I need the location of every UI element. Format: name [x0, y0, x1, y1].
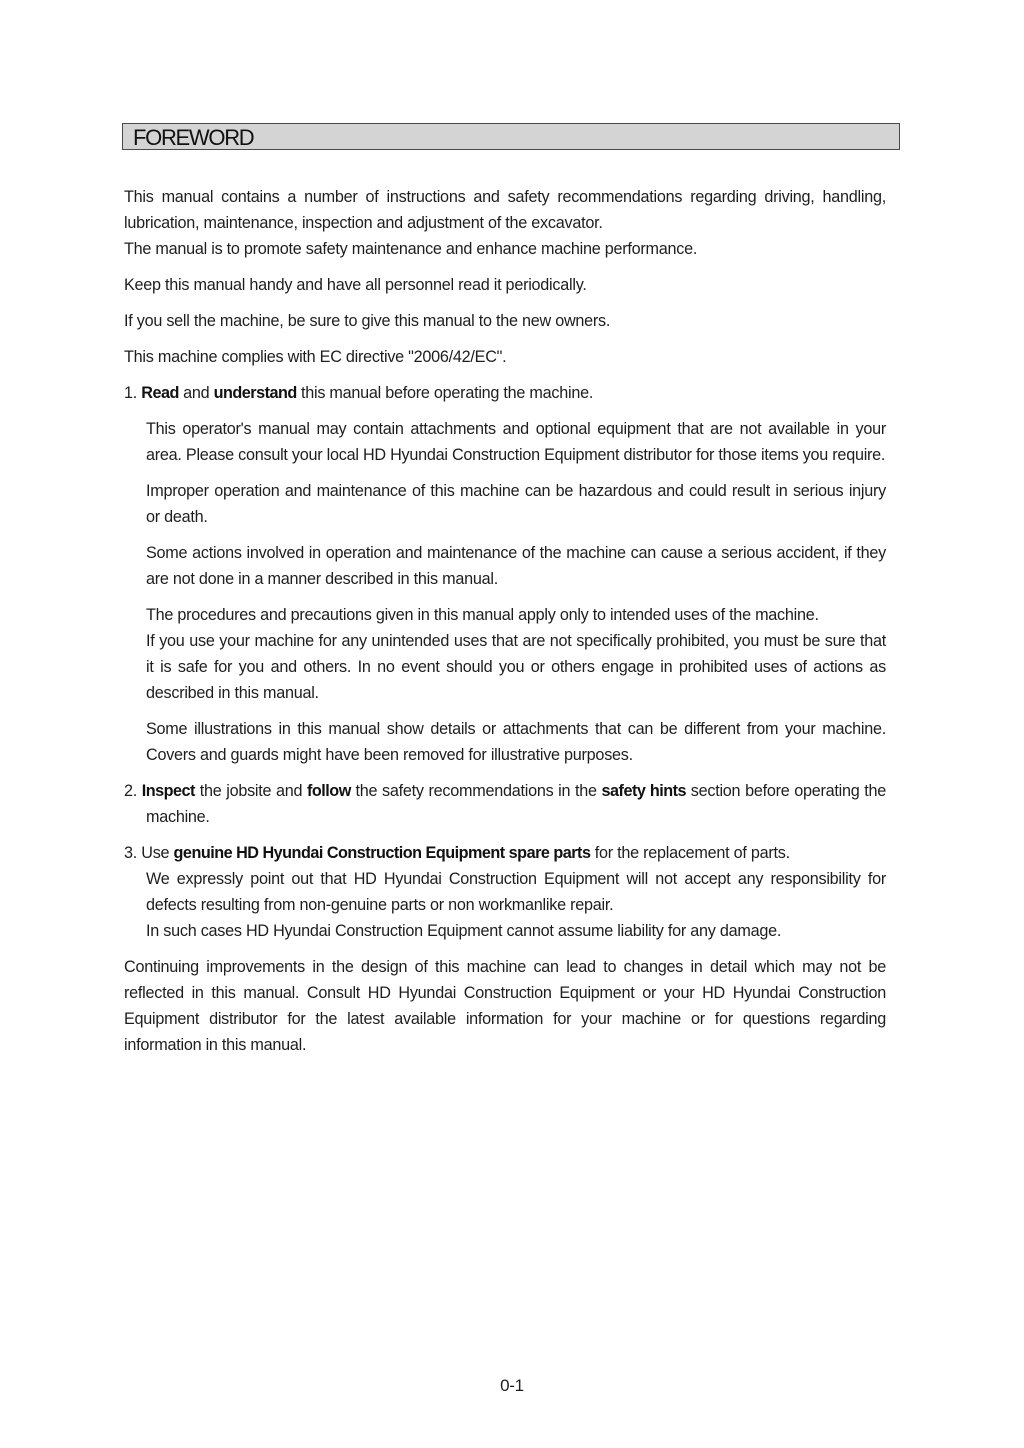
compliance-paragraph: This machine complies with EC directive "2006/42/EC".: [124, 348, 507, 366]
list-item-2-text-b: the safety recommendations in the: [350, 782, 602, 800]
section-title-bar: [122, 123, 900, 150]
list-item-2: [124, 778, 886, 830]
item-1-sub-hazard: Improper operation and maintenance of this machine can be hazardous and could result in serious injury or death.: [146, 482, 886, 526]
list-item-2-bold-safety-hints: safety hints: [601, 782, 687, 800]
list-item-3-liability: In such cases HD Hyundai Construction Equipment cannot assume liability for any damage.: [146, 922, 782, 940]
item-1-sub-procedures-a: The procedures and precautions given in this manual apply only to intended uses of the machine.: [146, 606, 819, 624]
item-1-sub-procedures-b: If you use your machine for any unintended uses that are not specifically prohibited, you must be sure that it is safe for you and others. In no event should you or others engage in prohibited uses of actions as described in this manual.: [146, 632, 886, 702]
list-item-3: [124, 840, 886, 944]
section-title: FOREWORD: [133, 125, 254, 150]
list-item-1: [124, 380, 886, 406]
intro-line-1: This manual contains a number of instructions and safety recommendations regarding driving, handling, lubrication, maintenance, inspection and adjustment of the excavator.: [124, 188, 886, 232]
foreword-body: [124, 184, 886, 1068]
list-item-2-text-c: section before operating the machine.: [146, 782, 886, 826]
handy-paragraph: Keep this manual handy and have all personnel read it periodically.: [124, 276, 587, 294]
list-item-1-number: 1.: [124, 384, 142, 402]
closing-paragraph: Continuing improvements in the design of this machine can lead to changes in detail which may not be reflected in this manual. Consult HD Hyundai Construction Equipment or your HD Hyundai Construction Equipment distributor for the latest available information for your machine or for questions regarding information in this manual.: [124, 958, 886, 1054]
list-item-3-responsibility: We expressly point out that HD Hyundai Construction Equipment will not accept any responsibility for defects resulting from non-genuine parts or non workmanlike repair.: [146, 870, 886, 914]
list-item-3-number: 3. Use: [124, 844, 174, 862]
list-item-2-bold-follow: follow: [307, 782, 351, 800]
list-item-2-text-a: the jobsite and: [194, 782, 308, 800]
item-1-sub-attachments: This operator's manual may contain attachments and optional equipment that are not available in your area. Please consult your local HD Hyundai Construction Equipment distributor for those items you require.: [146, 420, 886, 464]
intro-line-2: The manual is to promote safety maintenance and enhance machine performance.: [124, 240, 698, 258]
sell-paragraph: If you sell the machine, be sure to give this manual to the new owners.: [124, 312, 611, 330]
intro-paragraph: [124, 184, 886, 262]
item-1-sub-procedures: [146, 602, 886, 706]
item-1-sub-actions: Some actions involved in operation and maintenance of the machine can cause a serious accident, if they are not done in a manner described in this manual.: [146, 544, 886, 588]
item-1-sub-illustrations: Some illustrations in this manual show details or attachments that can be different from your machine. Covers and guards might have been removed for illustrative purposes.: [146, 720, 886, 764]
page-number: 0-1: [500, 1376, 524, 1395]
list-item-1-text-b: this manual before operating the machine.: [296, 384, 594, 402]
list-item-1-bold-read: Read: [141, 384, 179, 402]
list-item-3-text-a: for the replacement of parts.: [590, 844, 790, 862]
list-item-2-number: 2.: [124, 782, 142, 800]
list-item-1-bold-understand: understand: [213, 384, 297, 402]
list-item-1-text-a: and: [178, 384, 214, 402]
list-item-3-bold-genuine-parts: genuine HD Hyundai Construction Equipment spare parts: [173, 844, 591, 862]
list-item-2-bold-inspect: Inspect: [141, 782, 195, 800]
